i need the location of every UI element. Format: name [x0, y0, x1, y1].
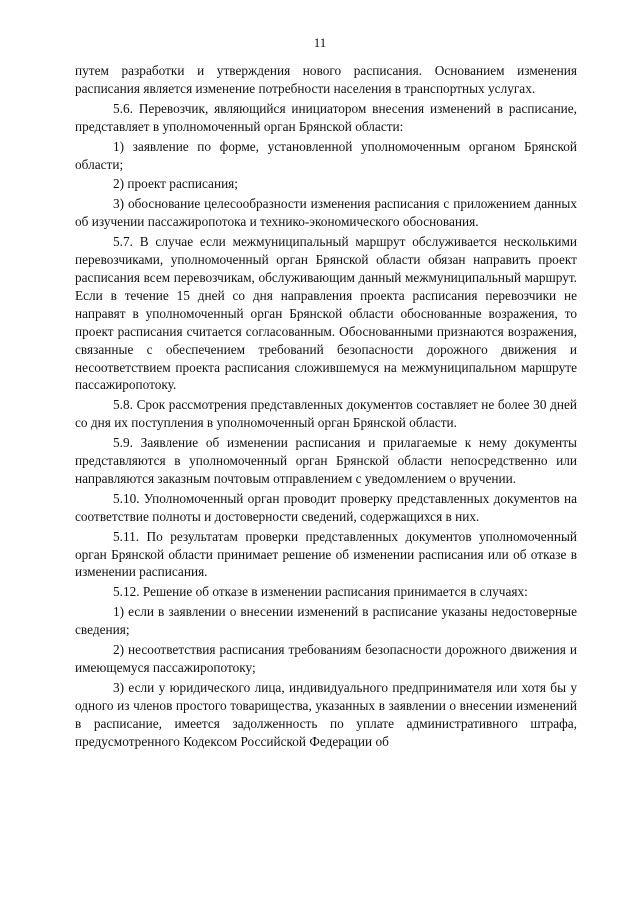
paragraph: 5.12. Решение об отказе в изменении расписания принимается в случаях: [113, 584, 528, 600]
paragraph: 5.11. По результатам проверки представленных документов уполномоченный орган Брянской области принимает решение об изменении расписания или об отказе в изменении расписания. [75, 528, 577, 580]
paragraph: 5.10. Уполномоченный орган проводит проверку представленных документов на соответствие полноты и достоверности сведений, содержащихся в них. [75, 490, 577, 524]
paragraph: путем разработки и утверждения нового расписания. Основанием изменения расписания является изменение потребности населения в транспортных услугах. [75, 63, 577, 96]
paragraph: 2) проект расписания; [113, 176, 238, 192]
paragraph: 2) несоответствия расписания требованиям безопасности дорожного движения и имеющемуся пассажиропотоку; [75, 642, 577, 675]
paragraph: 3) обоснование целесообразности изменения расписания с приложением данных об изучении пассажиропотока и технико-экономического обоснования. [75, 196, 577, 230]
paragraph: 5.9. Заявление об изменении расписания и прилагаемые к нему документы представляются в уполномоченный орган Брянской области непосредственно или направляются заказным почтовым отправлением с уведомлением о вручении. [75, 435, 577, 486]
paragraph: 5.6. Перевозчик, являющийся инициатором внесения изменений в расписание, представляет в уполномоченный орган Брянской области: [75, 100, 577, 134]
page-number: 11 [313, 35, 327, 50]
paragraph: 1) заявление по форме, установленной уполномоченным органом Брянской области; [75, 138, 577, 172]
paragraph: 3) если у юридического лица, индивидуального предпринимателя или хотя бы у одного из членов простого товарищества, указанных в заявлении о внесении изменений в расписание, имеется задолженность по уплате административного штрафа, предусмотренного Кодексом Российской Федерации об [75, 679, 577, 749]
paragraph: 5.7. В случае если межмуниципальный маршрут обслуживается несколькими перевозчиками, уполномоченный орган Брянской области обязан направить проект расписания всем перевозчикам, обслуживающим данный межмуниципальный маршрут. Если в течение 15 дней со дня направления проекта расписания перевозчики не направят в уполномоченный орган Брянской области обоснованные возражения, то проект расписания считается согласованным. Обоснованными признаются возражения, связанные с обеспечением требований безопасности дорожного движения и несоответствием проекта расписания сложившемуся на межмуниципальном маршруте пассажиропотоку. [75, 234, 577, 393]
paragraph: 1) если в заявлении о внесении изменений в расписание указаны недостоверные сведения; [75, 604, 577, 638]
document-body [75, 62, 577, 753]
paragraph: 5.8. Срок рассмотрения представленных документов составляет не более 30 дней со дня их поступления в уполномоченный орган Брянской области. [75, 397, 577, 431]
